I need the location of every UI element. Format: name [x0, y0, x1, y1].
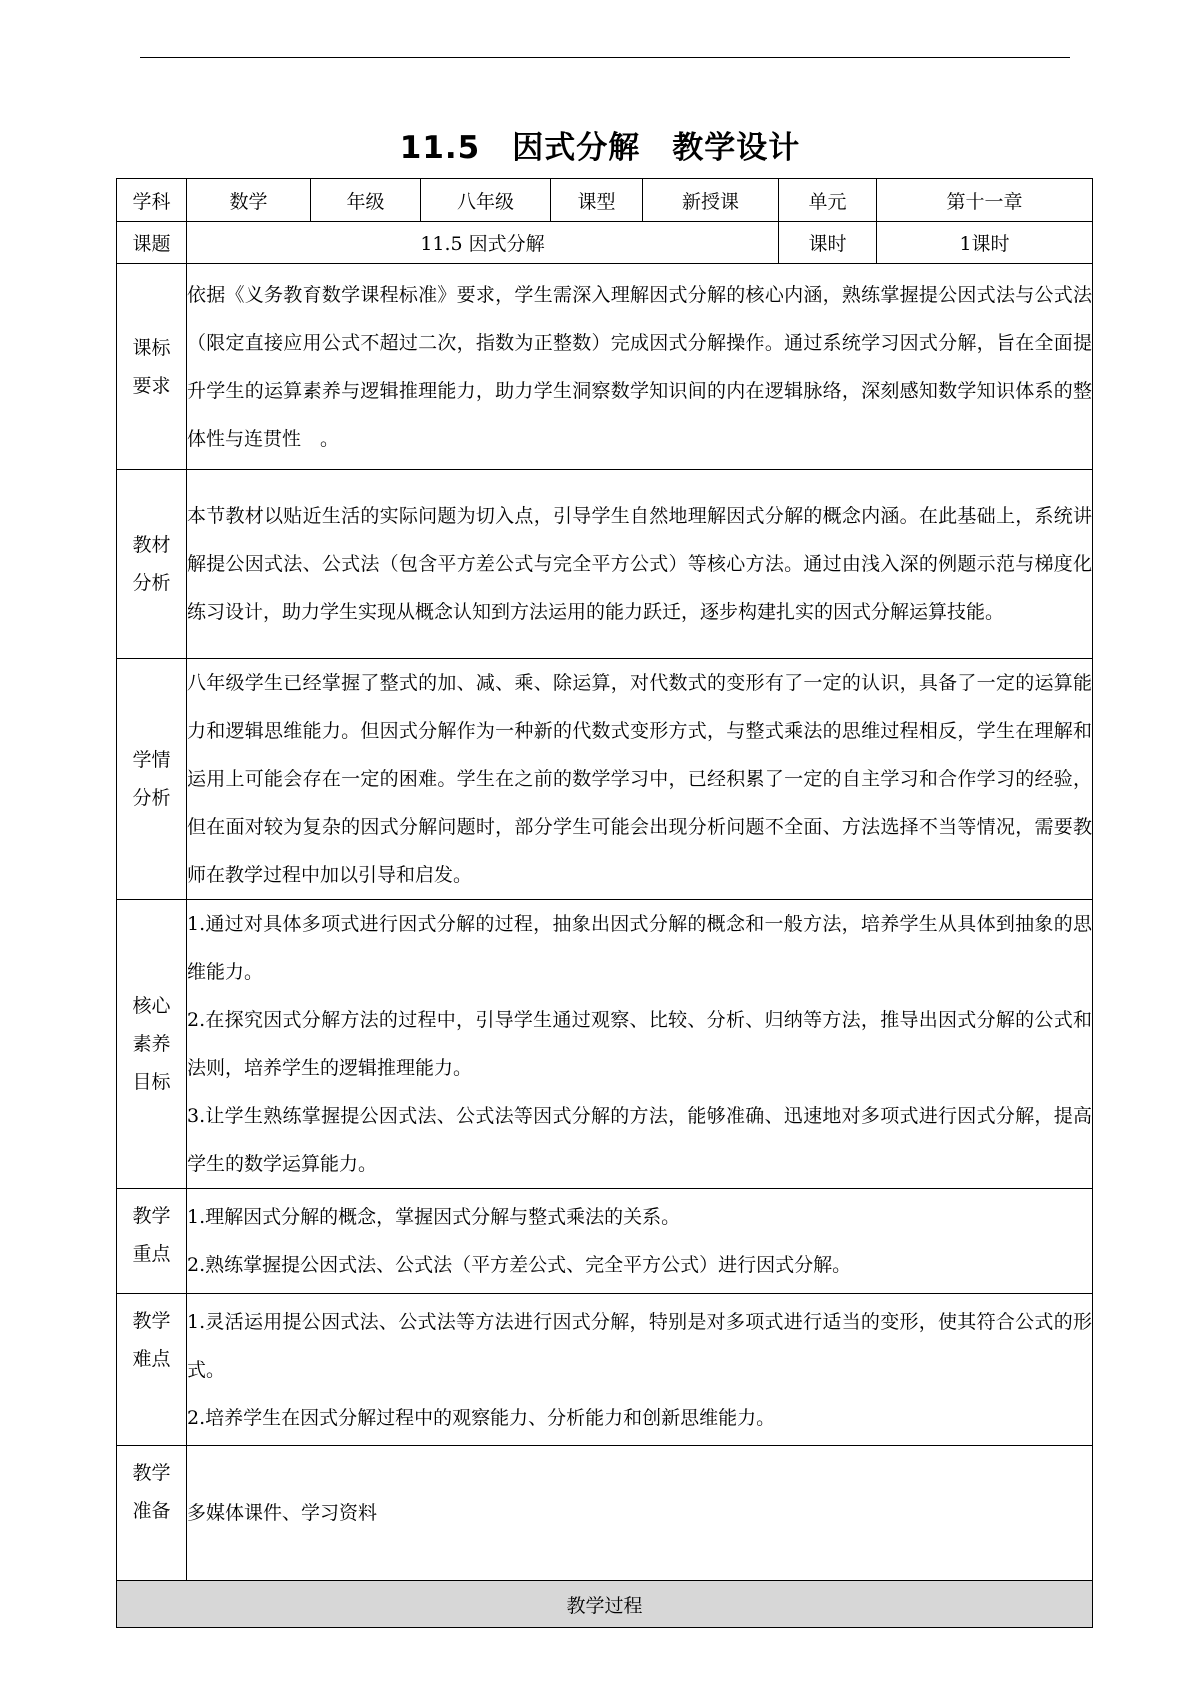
student-analysis-content [187, 659, 1093, 900]
teaching-process-row [117, 1581, 1093, 1628]
subject-label: 学科 [117, 179, 187, 222]
goals-label-line: 核心 [132, 995, 171, 1017]
key-point-item: 1.理解因式分解的概念，掌握因式分解与整式乘法的关系。 [187, 1206, 681, 1228]
curriculum-label [117, 264, 187, 470]
textbook-analysis-text: 本节教材以贴近生活的实际问题为切入点，引导学生自然地理解因式分解的概念内涵。在此基础上，系统讲解提公因式法、公式法（包含平方差公式与完全平方公式）等核心方法。通过由浅入深的例题示范与梯度化练习设计，助力学生实现从概念认知到方法运用的能力跃迁，逐步构建扎实的因式分解运算技能。 [187, 505, 1092, 623]
goal-item: 1.通过对具体多项式进行因式分解的过程，抽象出因式分解的概念和一般方法，培养学生从具体到抽象的思维能力。 [187, 913, 1092, 983]
goals-label-line: 素养 [132, 1033, 171, 1055]
preparation-label [117, 1446, 187, 1581]
difficulties-content [187, 1294, 1093, 1446]
goals-label-line: 目标 [132, 1071, 171, 1093]
difficulty-item: 2.培养学生在因式分解过程中的观察能力、分析能力和创新思维能力。 [187, 1406, 776, 1429]
preparation-label-line: 准备 [132, 1500, 171, 1522]
header-rule [140, 57, 1070, 58]
curriculum-label-line: 课标 [132, 336, 171, 359]
info-row [117, 179, 1093, 222]
textbook-label-line: 教材 [132, 534, 171, 556]
student-label-line: 分析 [132, 787, 171, 809]
preparation-text: 多媒体课件、学习资料 [187, 1502, 378, 1524]
curriculum-text: 依据《义务教育数学课程标准》要求，学生需深入理解因式分解的核心内涵，熟练掌握提公因式法与公式法（限定直接应用公式不超过二次，指数为正整数）完成因式分解操作。通过系统学习因式分解，旨在全面提升学生的运算素养与逻辑推理能力，助力学生洞察数学知识间的内在逻辑脉络，深刻感知数学知识体系的整体性与连贯性 。 [187, 283, 1092, 450]
core-goals-label [117, 900, 187, 1189]
curriculum-label-line: 要求 [132, 374, 171, 397]
difficulties-row [117, 1294, 1093, 1446]
core-goals-content [187, 900, 1093, 1189]
curriculum-row [117, 264, 1093, 470]
textbook-analysis-row [117, 470, 1093, 659]
textbook-label-line: 分析 [132, 572, 171, 594]
curriculum-content [187, 264, 1093, 470]
class-hours-label: 课时 [779, 222, 877, 264]
key-point-item: 2.熟练掌握提公因式法、公式法（平方差公式、完全平方公式）进行因式分解。 [187, 1254, 852, 1276]
goal-item: 3.让学生熟练掌握提公因式法、公式法等因式分解的方法，能够准确、迅速地对多项式进行因式分解，提高学生的数学运算能力。 [187, 1105, 1092, 1175]
topic-label: 课题 [117, 222, 187, 264]
teaching-process-header: 教学过程 [117, 1581, 1093, 1628]
difficulties-label-line: 难点 [132, 1348, 171, 1370]
unit-label: 单元 [779, 179, 877, 222]
preparation-row [117, 1446, 1093, 1581]
goal-item: 2.在探究因式分解方法的过程中，引导学生通过观察、比较、分析、归纳等方法，推导出因式分解的公式和法则，培养学生的逻辑推理能力。 [187, 1009, 1092, 1079]
student-analysis-text: 八年级学生已经掌握了整式的加、减、乘、除运算，对代数式的变形有了一定的认识，具备了一定的运算能力和逻辑思维能力。但因式分解作为一种新的代数式变形方式，与整式乘法的思维过程相反，学生在理解和运用上可能会存在一定的困难。学生在之前的数学学习中，已经积累了一定的自主学习和合作学习的经验，但在面对较为复杂的因式分解问题时，部分学生可能会出现分析问题不全面、方法选择不当等情况，需要教师在教学过程中加以引导和启发。 [187, 672, 1092, 886]
difficulty-item: 1.灵活运用提公因式法、公式法等方法进行因式分解，特别是对多项式进行适当的变形，使其符合公式的形式。 [187, 1310, 1092, 1381]
document-title: 11.5 因式分解 教学设计 [399, 130, 801, 166]
unit-value: 第十一章 [877, 179, 1093, 222]
key-points-label-line: 重点 [132, 1243, 171, 1265]
key-points-label [117, 1189, 187, 1294]
key-points-label-line: 教学 [132, 1205, 171, 1227]
preparation-label-line: 教学 [132, 1462, 171, 1484]
lesson-type-value: 新授课 [643, 179, 779, 222]
student-analysis-label [117, 659, 187, 900]
preparation-content [187, 1446, 1093, 1581]
subject-value: 数学 [187, 179, 311, 222]
textbook-analysis-content [187, 470, 1093, 659]
topic-value: 11.5 因式分解 [187, 222, 779, 264]
core-goals-row [117, 900, 1093, 1189]
class-hours-value: 1课时 [877, 222, 1093, 264]
student-analysis-row [117, 659, 1093, 900]
key-points-content [187, 1189, 1093, 1294]
lesson-plan-table [116, 178, 1093, 1628]
student-label-line: 学情 [132, 749, 171, 771]
lesson-type-label: 课型 [551, 179, 643, 222]
key-points-row [117, 1189, 1093, 1294]
topic-row [117, 222, 1093, 264]
grade-label: 年级 [311, 179, 421, 222]
grade-value: 八年级 [421, 179, 551, 222]
textbook-analysis-label [117, 470, 187, 659]
difficulties-label [117, 1294, 187, 1446]
difficulties-label-line: 教学 [132, 1310, 171, 1332]
